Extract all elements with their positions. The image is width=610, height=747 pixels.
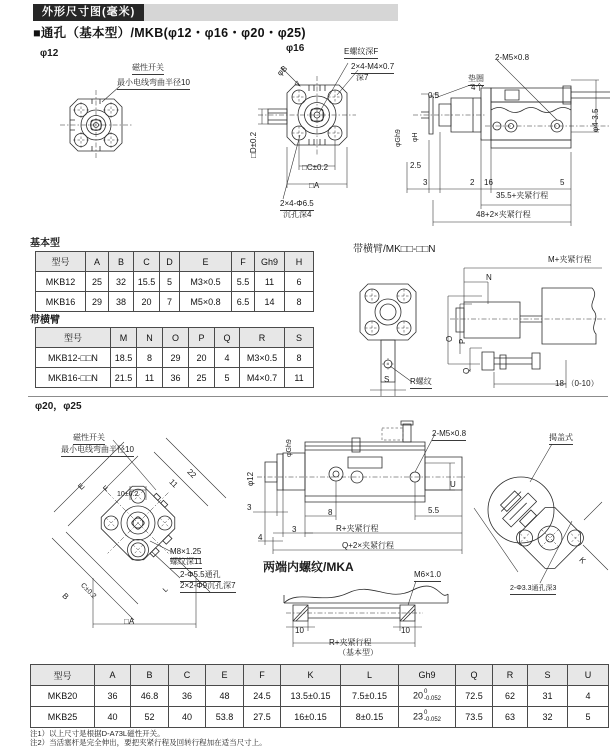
table-row: [36, 368, 314, 388]
view12-title: φ12: [40, 48, 59, 59]
column-header: R: [493, 665, 528, 686]
column-header: K: [281, 665, 341, 686]
value-cell: 13.5±0.15: [281, 686, 341, 707]
stroke-q-label: Q+2×夹紧行程: [342, 541, 395, 550]
dim-5: 5: [560, 178, 565, 187]
column-header: 型号: [36, 252, 86, 272]
value-cell: 53.8: [206, 707, 244, 728]
dim-5-5-label: 5.5: [428, 506, 440, 515]
column-header: Gh9: [255, 252, 285, 272]
column-header: D: [160, 252, 180, 272]
column-header: N: [137, 328, 163, 348]
cbore-depth-label: 沉孔深4: [283, 210, 312, 219]
lid-open-label: 揭盖式: [549, 434, 573, 445]
bottom-table-wrap: [30, 664, 609, 728]
m4-holes-label: 2×4-M4×0.7: [351, 63, 394, 74]
column-header: B: [131, 665, 169, 686]
basic-table-caption: 基本型: [30, 238, 60, 249]
column-header: 型号: [36, 328, 111, 348]
value-cell: 36: [95, 686, 131, 707]
phi-g-label: φGh9: [395, 129, 402, 147]
view16-title: φ16: [286, 43, 305, 54]
column-header: E: [180, 252, 232, 272]
column-header: Q: [456, 665, 493, 686]
phi16-side-drawing: [393, 60, 610, 230]
value-cell: 29: [163, 348, 189, 368]
value-cell: 62: [493, 686, 528, 707]
mka-drawing: [278, 581, 463, 653]
column-header: S: [528, 665, 568, 686]
arm-version-drawing: [352, 252, 608, 394]
table-row: [31, 707, 609, 728]
wire-radius-label: 最小电线弯曲半径10: [117, 79, 190, 90]
dim-10-label: 10±0.2: [117, 491, 139, 498]
header-row: [36, 328, 314, 348]
value-cell: 36: [163, 368, 189, 388]
dim-q-label: Q: [462, 367, 471, 374]
value-cell: 5: [160, 272, 180, 292]
phi-b-label: φB: [275, 63, 290, 78]
magnetic-switch-label-2: 磁性开关: [73, 434, 105, 445]
value-cell: 46.8: [131, 686, 169, 707]
basic-dimension-table: [35, 251, 314, 312]
value-cell: 32: [109, 272, 134, 292]
value-cell: 23 0 -0.052: [399, 707, 456, 728]
cbore-label-2: 2×2-Φ9沉孔深7: [180, 582, 236, 593]
tolerance-stack: 0 -0.052: [424, 689, 442, 702]
table-row: [36, 292, 314, 312]
value-cell: 20: [134, 292, 160, 312]
footnote-2: 注2）当活塞杆是完全伸出，要把夹紧行程及回转行程加在适当尺寸上。: [30, 738, 267, 747]
dim-22-label: 22: [185, 467, 199, 480]
dim-0-5: 0.5: [428, 91, 440, 100]
column-header: C: [134, 252, 160, 272]
r-thread-label: R螺纹: [410, 378, 432, 389]
dim-o-label: O: [445, 335, 454, 342]
column-header: F: [232, 252, 255, 272]
phi2025-side-drawing: [243, 416, 468, 558]
value-cell: 4: [215, 348, 240, 368]
magnetic-switch-label: 磁性开关: [132, 64, 164, 75]
value-cell: 5: [215, 368, 240, 388]
dim-e-label: E: [76, 481, 87, 492]
model-cell: MKB16-□□N: [36, 368, 111, 388]
dim-s-label: S: [384, 375, 390, 384]
value-cell: 16±0.15: [281, 707, 341, 728]
dim-b-label: B: [60, 591, 71, 602]
square-c-label: □C±0.2: [302, 163, 329, 172]
phi12-label-2: φ12: [246, 471, 255, 486]
phi2025-front-drawing: [38, 428, 253, 638]
dim-4-label: 4: [258, 533, 263, 542]
dim-3: 3: [423, 178, 428, 187]
dim-3a-label: 3: [247, 503, 252, 512]
dim-10a-label: 10: [295, 626, 304, 635]
column-header: B: [109, 252, 134, 272]
phi4-label: φ4-3.5: [591, 108, 600, 132]
value-cell: 29: [86, 292, 109, 312]
value-cell: 4: [568, 686, 609, 707]
phi16-front-drawing: [256, 58, 406, 218]
value-cell: 36: [169, 686, 206, 707]
value-cell: 11: [285, 368, 314, 388]
value-cell: M5×0.8: [180, 292, 232, 312]
dim-2-5: 2.5: [410, 161, 422, 170]
dim-n-label: N: [486, 273, 492, 282]
column-header: Gh9: [399, 665, 456, 686]
value-cell: 14: [255, 292, 285, 312]
section-divider: [28, 396, 608, 397]
value-cell: 6: [285, 272, 314, 292]
stroke-r-label: R+夹紧行程: [336, 524, 379, 533]
arm-table-caption: 带横臂: [30, 315, 60, 326]
footnote-1: 注1）以上尺寸是根据D-A73L磁性开关。: [30, 729, 165, 738]
model-cell: MKB12: [36, 272, 86, 292]
arm-table-wrap: [35, 327, 314, 388]
m5-thread-label: 2-M5×0.8: [495, 53, 530, 62]
armview-title: 带横臂/MK□□-□□N: [353, 244, 436, 255]
dim-u-label: U: [450, 480, 456, 489]
dim-c-tol-label: C±0.2: [79, 582, 98, 601]
value-cell: 72.5: [456, 686, 493, 707]
section-title: ■通孔（基本型）/MKB(φ12・φ16・φ20・φ25): [33, 26, 306, 40]
value-cell: 31: [528, 686, 568, 707]
dim-8-label: 8: [328, 508, 333, 517]
value-cell: 27.5: [244, 707, 281, 728]
washer-label: 垫圈: [468, 75, 484, 86]
value-cell: 8: [285, 292, 314, 312]
dim-3b-label: 3: [292, 525, 297, 534]
square-a-label-2: □A: [124, 617, 135, 626]
mka-stroke-label: R+夹紧行程: [329, 638, 372, 647]
value-cell: 24.5: [244, 686, 281, 707]
value-cell: M4×0.7: [240, 368, 285, 388]
value-cell: 5: [568, 707, 609, 728]
dim-k-label: K: [577, 555, 588, 566]
value-cell: 11: [255, 272, 285, 292]
mka-basic-label: （基本型）: [338, 648, 378, 657]
square-a-label: □A: [309, 181, 320, 190]
dim-f-label: F: [101, 483, 112, 494]
value-cell: 11: [137, 368, 163, 388]
column-header: P: [189, 328, 215, 348]
m8-label: M8×1.25: [170, 548, 201, 559]
lid-open-drawing: [452, 440, 610, 598]
wire-radius-label-2: 最小电线弯曲半径10: [61, 446, 134, 457]
value-cell: 6.5: [232, 292, 255, 312]
header-row: [31, 665, 609, 686]
dim-10b-label: 10: [401, 626, 410, 635]
value-cell: 32: [528, 707, 568, 728]
e-thread-label: E螺纹深F: [344, 48, 378, 59]
phi-h-label: φH: [412, 132, 419, 142]
basic-table-wrap: [35, 251, 314, 312]
table-row: [31, 686, 609, 707]
column-header: A: [95, 665, 131, 686]
model-cell: MKB16: [36, 292, 86, 312]
m5-label-2: 2-M5×0.8: [432, 430, 466, 441]
column-header: Q: [215, 328, 240, 348]
value-cell: 48: [206, 686, 244, 707]
m4-depth-label: 深7: [356, 73, 369, 82]
dim-p-label: P: [458, 338, 467, 344]
header-row: [36, 252, 314, 272]
column-header: R: [240, 328, 285, 348]
value-cell: 8: [137, 348, 163, 368]
stroke-35-5-label: 35.5+夹紧行程: [496, 191, 549, 200]
dim-l-label: L: [162, 586, 170, 594]
column-header: C: [169, 665, 206, 686]
value-cell: 40: [169, 707, 206, 728]
column-header: S: [285, 328, 314, 348]
value-cell: 20 0 -0.052: [399, 686, 456, 707]
value-cell: 15.5: [134, 272, 160, 292]
model-cell: MKB20: [31, 686, 95, 707]
column-header: A: [86, 252, 109, 272]
page-header-bar: 外形尺寸图(毫米): [33, 4, 144, 21]
cbore-holes-label: 2×4-Φ6.5: [280, 200, 314, 211]
value-cell: 5.5: [232, 272, 255, 292]
value-cell: 7: [160, 292, 180, 312]
model-cell: MKB12-□□N: [36, 348, 111, 368]
value-cell: 8±0.15: [341, 707, 399, 728]
mka-title: 两端内螺纹/MKA: [263, 560, 354, 574]
value-cell: 7.5±0.15: [341, 686, 399, 707]
value-cell: M3×0.5: [180, 272, 232, 292]
tolerance-stack: 0 -0.052: [424, 710, 442, 723]
value-cell: 63: [493, 707, 528, 728]
value-cell: 20: [189, 348, 215, 368]
value-cell: 21.5: [111, 368, 137, 388]
value-cell: 73.5: [456, 707, 493, 728]
value-cell: 52: [131, 707, 169, 728]
value-cell: M3×0.5: [240, 348, 285, 368]
column-header: 型号: [31, 665, 95, 686]
column-header: E: [206, 665, 244, 686]
value-cell: 25: [189, 368, 215, 388]
dim-16: 16: [484, 178, 493, 187]
thru-holes-label: 2-Φ5.5通孔: [180, 571, 221, 582]
dim-2: 2: [470, 178, 475, 187]
dim-11-label: 11: [167, 477, 180, 490]
model-cell: MKB25: [31, 707, 95, 728]
value-cell: 38: [109, 292, 134, 312]
table-row: [36, 348, 314, 368]
column-header: U: [568, 665, 609, 686]
column-header: O: [163, 328, 189, 348]
dim-18-label: 18-（0-10）: [555, 379, 599, 388]
view2025-title: φ20，φ25: [35, 401, 82, 412]
value-cell: 8: [285, 348, 314, 368]
m-stroke-label: M+夹紧行程: [548, 255, 592, 264]
table-row: [36, 272, 314, 292]
column-header: M: [111, 328, 137, 348]
value-cell: 40: [95, 707, 131, 728]
stroke-48-label: 48+2×夹紧行程: [476, 210, 531, 219]
phi-g-label-2: φGh9: [286, 439, 293, 457]
m6-thread-label: M6×1.0: [414, 571, 441, 582]
column-header: L: [341, 665, 399, 686]
phi12-front-drawing: [52, 86, 142, 168]
arm-dimension-table: [35, 327, 314, 388]
phi2025-dimension-table: [30, 664, 609, 728]
value-cell: 18.5: [111, 348, 137, 368]
washer-qty-label: 4个: [471, 83, 484, 92]
column-header: F: [244, 665, 281, 686]
column-header: H: [285, 252, 314, 272]
value-cell: 25: [86, 272, 109, 292]
square-d-label: □D±0.2: [249, 131, 258, 158]
phi33-holes-label: 2-Φ3.3通孔深3: [510, 585, 556, 595]
m8-depth-label: 螺纹深11: [170, 558, 202, 569]
